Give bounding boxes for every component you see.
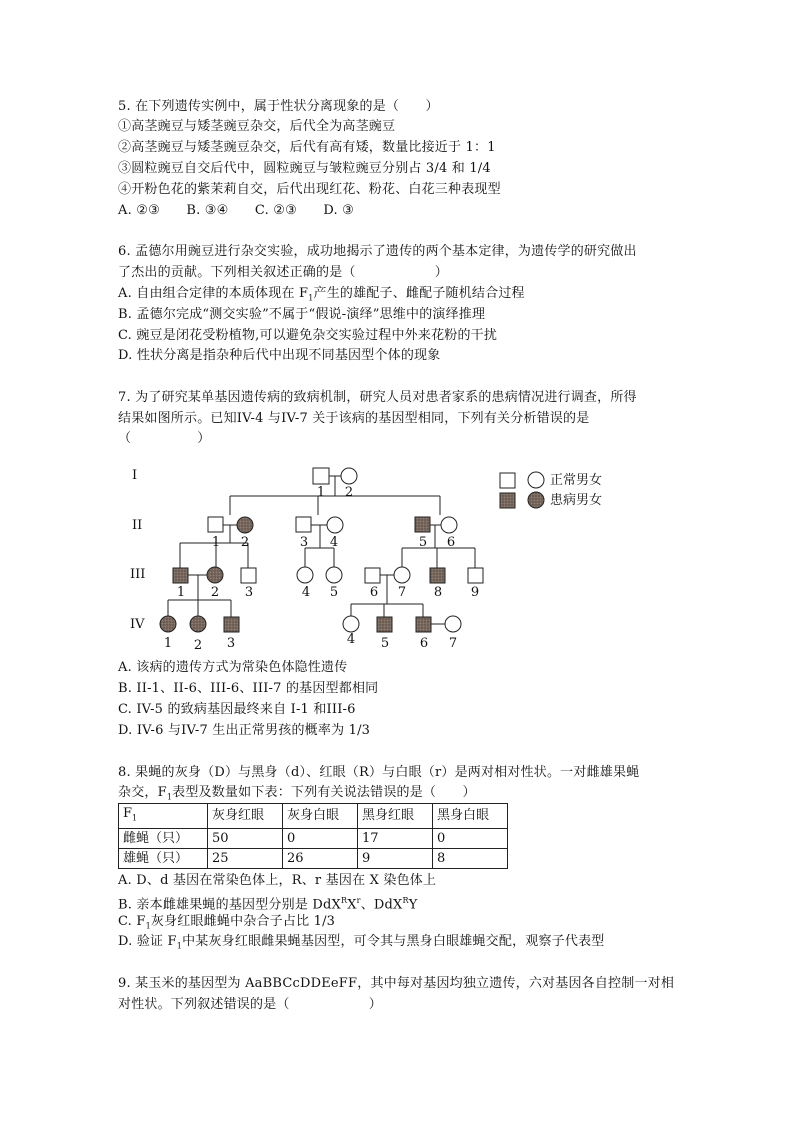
table-cell: 0 <box>433 828 508 848</box>
q8-stem-2-post: 表型及数量如下表：下列有关说法错误的是（ ） <box>172 785 476 800</box>
q7-stem-line-2: 结果如图所示。已知IV-4 与IV-7 关于该病的基因型相同，下列有关分析错误的是 <box>118 411 590 426</box>
gen3-male-8-affected <box>430 568 445 583</box>
q8-b-sup-3: R <box>402 896 409 905</box>
pedigree-chart <box>118 456 658 656</box>
q6-a-post: 产生的雄配子、雌配子随机结合过程 <box>313 286 525 301</box>
q7-option-d: D. IV-6 与IV-7 生出正常男孩的概率为 1/3 <box>118 723 371 738</box>
q7-option-b: B. II-1、II-6、III-6、III-7 的基因型都相同 <box>118 681 379 696</box>
q7-stem-line-1: 7. 为了研究某单基因遗传病的致病机制，研究人员对患者家系的患病情况进行调查，所得 <box>118 390 637 405</box>
q8-stem-2-pre: 杂交，F <box>118 785 167 800</box>
gen-label-i: I <box>132 468 138 483</box>
gen4-male-3-affected <box>224 617 239 632</box>
q5-item-3: ③圆粒豌豆自交后代中，圆粒豌豆与皱粒豌豆分别占 3/4 和 1/4 <box>118 161 491 176</box>
q5-item-2: ②高茎豌豆与矮茎豌豆杂交，后代有高有矮，数量比接近于 1：1 <box>118 140 496 155</box>
gen1-female-2 <box>341 468 357 484</box>
num-g3-4: 4 <box>301 585 311 600</box>
legend-affected-male <box>500 493 515 508</box>
q5-item-4: ④开粉色花的紫茉莉自交，后代出现红花、粉花、白花三种表现型 <box>118 182 501 197</box>
table-cell: 25 <box>208 848 283 868</box>
num-g1-2: 2 <box>344 485 354 500</box>
q6-a-sub: 1 <box>308 293 314 303</box>
gen-label-iii: III <box>130 567 146 582</box>
num-g3-2: 2 <box>210 585 220 600</box>
legend-normal-female <box>528 472 544 488</box>
num-g4-5: 5 <box>380 636 390 651</box>
num-g3-6: 6 <box>369 585 379 600</box>
q6-option-a <box>118 285 525 308</box>
table-cell: 26 <box>283 848 358 868</box>
num-g4-1: 1 <box>163 636 173 651</box>
q9-stem-line-2: 对性状。下列叙述错误的是（ ） <box>118 997 383 1012</box>
q8-b-pre: B. 亲本雌雄果蝇的基因型分别是 DdX <box>118 897 341 913</box>
num-g3-9: 9 <box>470 585 480 600</box>
q8-d-sub: 1 <box>176 941 183 951</box>
gen3-male-1-affected <box>173 568 188 583</box>
q8-c-pre: C. F <box>118 914 146 929</box>
q8-d-pre: D. 验证 F <box>118 934 177 949</box>
table-header-row <box>119 804 508 829</box>
table-cell: 9 <box>358 848 433 868</box>
num-g4-3: 3 <box>226 636 236 651</box>
q8-b-post: Y <box>408 897 418 913</box>
gen4-male-5-affected <box>377 617 392 632</box>
gen2-female-2-affected <box>237 517 253 533</box>
table-header-cell: 黑身白眼 <box>433 804 508 829</box>
table-cell: 17 <box>358 828 433 848</box>
num-g1-1: 1 <box>316 485 326 500</box>
num-g2-2: 2 <box>240 535 250 550</box>
table-header-cell: 灰身红眼 <box>208 804 283 829</box>
gen2-male-1 <box>208 517 223 532</box>
gen-label-ii: II <box>132 518 143 533</box>
table-row-label: 雄蝇（只） <box>119 848 208 868</box>
q8-b-sup-2: r <box>356 896 361 905</box>
num-g2-3: 3 <box>299 535 309 550</box>
num-g4-4: 4 <box>346 632 356 647</box>
gen1-male-1 <box>313 468 329 484</box>
q6-option-b: B. 孟德尔完成“测交实验”不属于“假说-演绎”思维中的演绎推理 <box>118 307 486 322</box>
f1-phenotype-table <box>118 803 508 869</box>
legend-affected-label: 患病男女 <box>550 493 603 508</box>
table-header-f1 <box>119 804 208 829</box>
q9-stem-line-1: 9. 某玉米的基因型为 AaBBCcDDEeFF，其中每对基因均独立遗传，六对基因各自控制一对相 <box>118 976 675 991</box>
gen3-female-2-affected <box>207 567 223 583</box>
gen2-female-4 <box>327 517 343 533</box>
gen4-female-1-affected <box>160 616 176 632</box>
num-g3-5: 5 <box>329 585 339 600</box>
table-row <box>119 828 508 848</box>
num-g3-3: 3 <box>244 585 254 600</box>
q6-stem-line-1: 6. 孟德尔用豌豆进行杂交实验，成功地揭示了遗传的两个基本定律，为遗传学的研究做出 <box>118 244 637 259</box>
q8-c-sub: 1 <box>145 921 151 931</box>
q8-option-b <box>118 892 418 914</box>
q7-stem-line-3: （ ） <box>118 431 211 446</box>
q6-stem-line-2: 了杰出的贡献。下列相关叙述正确的是（ ） <box>118 265 449 280</box>
table-cell: 50 <box>208 828 283 848</box>
legend-normal-male <box>500 473 515 488</box>
num-g4-7: 7 <box>448 636 458 651</box>
q6-option-c: C. 豌豆是闭花受粉植物,可以避免杂交实验过程中外来花粉的干扰 <box>118 328 498 343</box>
table-cell: 0 <box>283 828 358 848</box>
gen4-female-4 <box>343 616 359 632</box>
q5-item-1: ①高茎豌豆与矮茎豌豆杂交，后代全为高茎豌豆 <box>118 119 396 134</box>
num-g4-6: 6 <box>419 636 429 651</box>
gen4-female-2-affected <box>190 616 206 632</box>
f1-head-main: F <box>123 806 133 821</box>
num-g4-2: 2 <box>193 638 203 653</box>
num-g3-1: 1 <box>176 585 186 600</box>
q8-option-a: A. D、d 基因在常染色体上，R、r 基因在 X 染色体上 <box>118 873 437 888</box>
gen3-female-4 <box>297 567 313 583</box>
gen3-female-5 <box>326 567 342 583</box>
gen3-male-6 <box>365 568 380 583</box>
q6-option-d: D. 性状分离是指杂种后代中出现不同基因型个体的现象 <box>118 348 441 363</box>
gen2-male-5-affected <box>415 517 430 532</box>
legend-affected-female <box>528 492 544 508</box>
table-header-cell: 灰身白眼 <box>283 804 358 829</box>
table-cell: 8 <box>433 848 508 868</box>
q8-stem-line-1: 8. 果蝇的灰身（D）与黑身（d）、红眼（R）与白眼（r）是两对相对性状。一对雌雄果蝇 <box>118 765 640 780</box>
table-header-cell: 黑身红眼 <box>358 804 433 829</box>
q7-option-a: A. 该病的遗传方式为常染色体隐性遗传 <box>118 660 348 675</box>
gen4-male-6-affected <box>416 617 431 632</box>
num-g2-4: 4 <box>329 535 339 550</box>
table-row-label: 雌蝇（只） <box>119 828 208 848</box>
q8-d-post: 中某灰身红眼雌果蝇基因型，可令其与黑身白眼雄蝇交配，观察子代表型 <box>182 934 605 949</box>
q8-b-mid-2: 、DdX <box>360 897 403 913</box>
num-g3-8: 8 <box>433 585 443 600</box>
gen3-male-9 <box>468 568 483 583</box>
num-g2-1: 1 <box>211 535 221 550</box>
q8-option-d <box>118 933 604 956</box>
q5-options: A. ②③ B. ③④ C. ②③ D. ③ <box>118 203 355 218</box>
q8-c-post: 灰身红眼雌蝇中杂合子占比 1/3 <box>150 914 336 929</box>
q8-b-sup-1: R <box>340 896 348 905</box>
gen3-male-3 <box>241 568 256 583</box>
legend-normal-label: 正常男女 <box>550 473 603 488</box>
q8-stem-2-sub: 1 <box>166 792 173 802</box>
num-g2-6: 6 <box>446 535 456 550</box>
table-row <box>119 848 508 868</box>
num-g3-7: 7 <box>397 585 407 600</box>
q6-a-pre: A. 自由组合定律的本质体现在 F <box>118 286 309 301</box>
gen2-male-3 <box>296 517 311 532</box>
gen-label-iv: IV <box>130 617 145 632</box>
q7-option-c: C. IV-5 的致病基因最终来自 I-1 和III-6 <box>118 702 356 717</box>
f1-head-sub: 1 <box>132 813 138 823</box>
q8-b-mid: X <box>347 897 357 913</box>
gen3-female-7 <box>394 567 410 583</box>
num-g2-5: 5 <box>418 535 428 550</box>
gen2-female-6 <box>441 517 457 533</box>
gen4-female-7 <box>445 616 461 632</box>
q5-stem: 5. 在下列遗传实例中，属于性状分离现象的是（ ） <box>118 99 439 114</box>
